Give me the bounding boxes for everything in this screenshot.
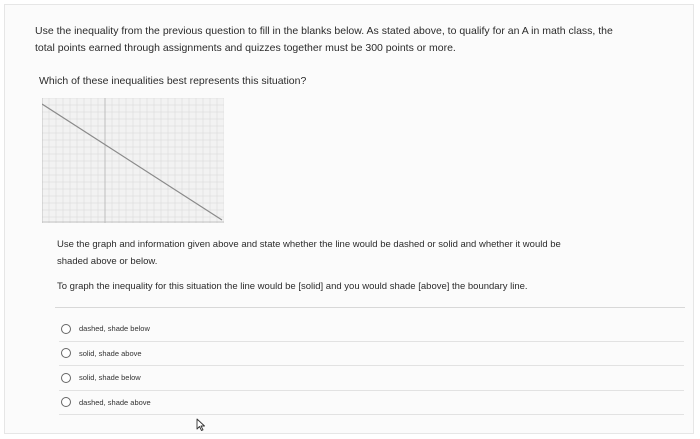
instructions-line-2: shaded above or below. [57, 256, 158, 267]
mouse-pointer-icon [196, 418, 206, 436]
question-prompt: Which of these inequalities best represents this situation? [39, 75, 307, 87]
radio-button[interactable] [61, 397, 71, 407]
radio-button[interactable] [61, 324, 71, 334]
option-label: dashed, shade above [79, 397, 151, 407]
option-label: solid, shade above [79, 348, 142, 358]
boundary-line [42, 104, 222, 220]
inequality-graph [42, 98, 224, 223]
graph-svg [42, 98, 224, 223]
option-label: dashed, shade below [79, 324, 150, 334]
divider [55, 307, 685, 308]
option-solid-shade-above[interactable] [59, 342, 684, 367]
question-panel [4, 4, 694, 434]
question-text [35, 23, 685, 57]
option-dashed-shade-below[interactable] [59, 317, 684, 342]
graph-instructions [57, 236, 677, 270]
question-line-2: total points earned through assignments and quizzes together must be 300 points or more. [35, 42, 456, 54]
radio-button[interactable] [61, 348, 71, 358]
instructions-line-1: Use the graph and information given above and state whether the line would be dashed or solid and whether it would be [57, 239, 561, 250]
radio-button[interactable] [61, 373, 71, 383]
option-solid-shade-below[interactable] [59, 366, 684, 391]
question-line-1: Use the inequality from the previous question to fill in the blanks below. As stated above, to qualify for an A in math class, the [35, 25, 613, 37]
answer-options [59, 317, 684, 415]
fill-in-sentence: To graph the inequality for this situation the line would be [solid] and you would shade [above] the boundary line. [57, 281, 528, 292]
option-label: solid, shade below [79, 373, 141, 383]
option-dashed-shade-above[interactable] [59, 391, 684, 416]
